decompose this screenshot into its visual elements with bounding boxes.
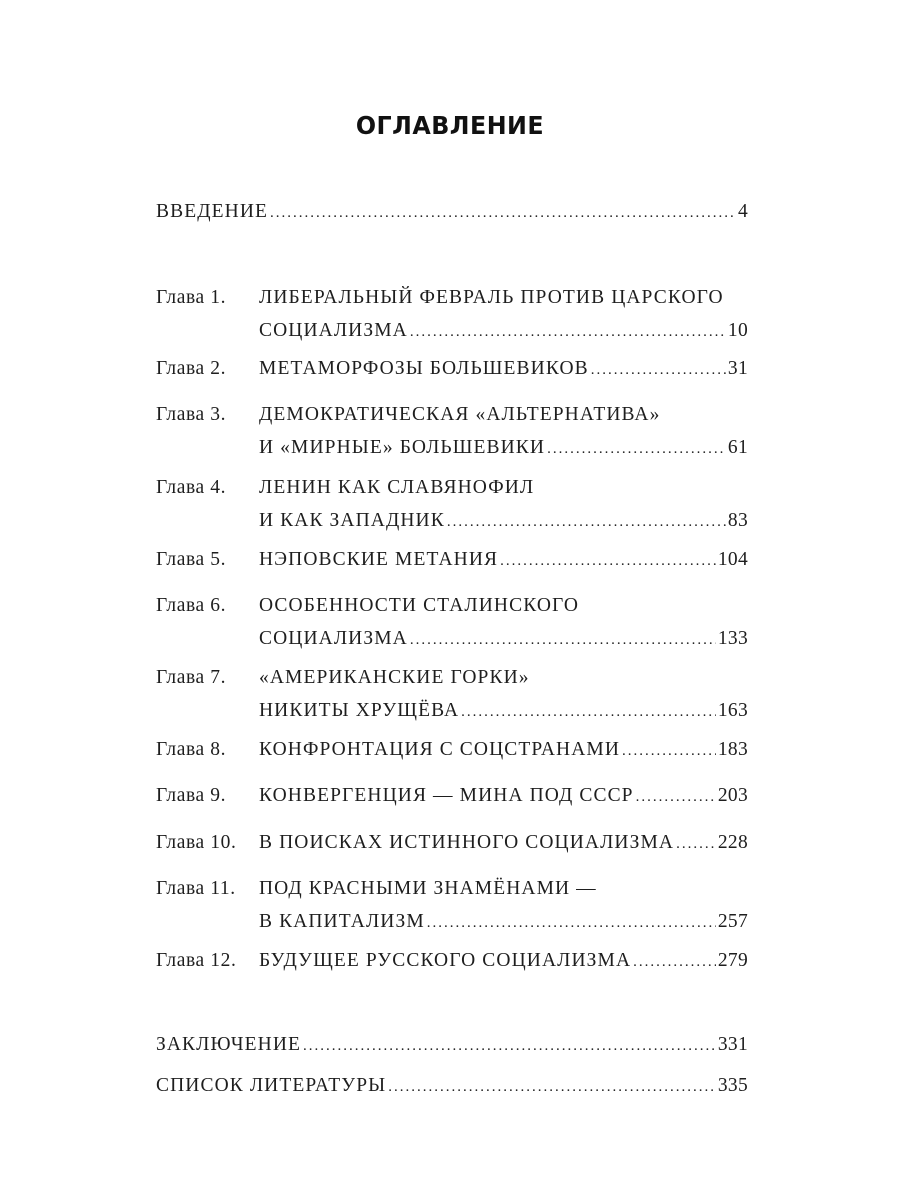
toc-entry-title: ОСОБЕННОСТИ СТАЛИНСКОГО — [259, 595, 580, 616]
toc-entry-title: ЛЕНИН КАК СЛАВЯНОФИЛ — [259, 477, 535, 498]
toc-page-number: 228 — [717, 832, 748, 853]
dot-leader — [633, 946, 716, 979]
toc-page-number: 279 — [717, 950, 748, 971]
dot-leader — [500, 545, 716, 578]
toc-entry-title: «АМЕРИКАНСКИЕ ГОРКИ» — [259, 667, 530, 688]
toc-entry-title: СПИСОК ЛИТЕРАТУРЫ — [156, 1075, 387, 1096]
toc-entry-title-continued: СОЦИАЛИЗМА — [259, 320, 408, 341]
toc-page-number: 133 — [717, 628, 748, 649]
toc-entry-intro — [156, 195, 748, 228]
dot-leader — [461, 696, 716, 729]
toc-entry-title: ВВЕДЕНИЕ — [156, 201, 269, 222]
toc-entry-chapter-12 — [156, 944, 748, 977]
toc-entry-title: МЕТАМОРФОЗЫ БОЛЬШЕВИКОВ — [259, 358, 589, 379]
toc-entry-chapter-9 — [156, 779, 748, 812]
toc-entry-title: ПОД КРАСНЫМИ ЗНАМЁНАМИ — — [259, 878, 597, 899]
dot-leader — [636, 781, 716, 814]
dot-leader — [427, 907, 716, 940]
dot-leader — [410, 624, 716, 657]
toc-entry-chapter-6 — [156, 589, 748, 655]
toc-entry-chapter-4 — [156, 471, 748, 537]
chapter-label: Глава 6. — [156, 595, 227, 616]
toc-entry-title: ДЕМОКРАТИЧЕСКАЯ «АЛЬТЕРНАТИВА» — [259, 404, 661, 425]
page-title: ОГЛАВЛЕНИЕ — [355, 111, 545, 140]
toc-entry-title: КОНФРОНТАЦИЯ С СОЦСТРАНАМИ — [259, 739, 620, 760]
toc-entry-bibliography — [156, 1069, 748, 1102]
toc-entry-title: ЛИБЕРАЛЬНЫЙ ФЕВРАЛЬ ПРОТИВ ЦАРСКОГО — [259, 287, 724, 308]
toc-entry-title: КОНВЕРГЕНЦИЯ — МИНА ПОД СССР — [259, 785, 634, 806]
toc-entry-chapter-1 — [156, 281, 748, 347]
toc-page-number: 335 — [717, 1075, 748, 1096]
toc-page-number: 163 — [717, 700, 748, 721]
toc-entry-title-continued: НИКИТЫ ХРУЩЁВА — [259, 700, 460, 721]
toc-entry-chapter-10 — [156, 826, 748, 859]
chapter-label: Глава 3. — [156, 404, 227, 425]
chapter-label: Глава 1. — [156, 287, 227, 308]
dot-leader — [270, 197, 736, 230]
toc-entry-title-continued: В КАПИТАЛИЗМ — [259, 911, 425, 932]
toc-entry-chapter-11 — [156, 872, 748, 938]
toc-page-number: 183 — [717, 739, 748, 760]
dot-leader — [547, 433, 726, 466]
toc-page-number: 61 — [727, 437, 748, 458]
toc-entry-chapter-3 — [156, 398, 748, 464]
toc-entry-title: НЭПОВСКИЕ МЕТАНИЯ — [259, 549, 499, 570]
toc-page-number: 83 — [727, 510, 748, 531]
toc-entry-title: БУДУЩЕЕ РУССКОГО СОЦИАЛИЗМА — [259, 950, 632, 971]
toc-entry-chapter-2 — [156, 352, 748, 385]
dot-leader — [410, 316, 726, 349]
chapter-label: Глава 9. — [156, 785, 227, 806]
chapter-label: Глава 7. — [156, 667, 227, 688]
chapter-label: Глава 10. — [156, 832, 237, 853]
toc-page-number: 203 — [717, 785, 748, 806]
chapter-label: Глава 4. — [156, 477, 227, 498]
dot-leader — [303, 1030, 716, 1063]
toc-page-number: 10 — [727, 320, 748, 341]
toc-entry-title: ЗАКЛЮЧЕНИЕ — [156, 1034, 302, 1055]
dot-leader — [388, 1071, 716, 1104]
toc-entry-chapter-8 — [156, 733, 748, 766]
dot-leader — [591, 354, 726, 387]
toc-page-number: 257 — [717, 911, 748, 932]
dot-leader — [622, 735, 716, 768]
toc-page-number: 104 — [717, 549, 748, 570]
toc-entry-chapter-7 — [156, 661, 748, 727]
toc-entry-title-continued: И КАК ЗАПАДНИК — [259, 510, 445, 531]
toc-page-number: 4 — [737, 201, 748, 222]
toc-entry-conclusion — [156, 1028, 748, 1061]
chapter-label: Глава 8. — [156, 739, 227, 760]
chapter-label: Глава 11. — [156, 878, 236, 899]
toc-entry-title-continued: СОЦИАЛИЗМА — [259, 628, 408, 649]
chapter-label: Глава 12. — [156, 950, 237, 971]
toc-entry-chapter-5 — [156, 543, 748, 576]
toc-page-number: 331 — [717, 1034, 748, 1055]
chapter-label: Глава 2. — [156, 358, 227, 379]
toc-page-number: 31 — [727, 358, 748, 379]
toc-entry-title-continued: И «МИРНЫЕ» БОЛЬШЕВИКИ — [259, 437, 546, 458]
chapter-label: Глава 5. — [156, 549, 227, 570]
toc-entry-title: В ПОИСКАХ ИСТИННОГО СОЦИАЛИЗМА — [259, 832, 675, 853]
dot-leader — [447, 506, 726, 539]
dot-leader — [676, 828, 716, 861]
